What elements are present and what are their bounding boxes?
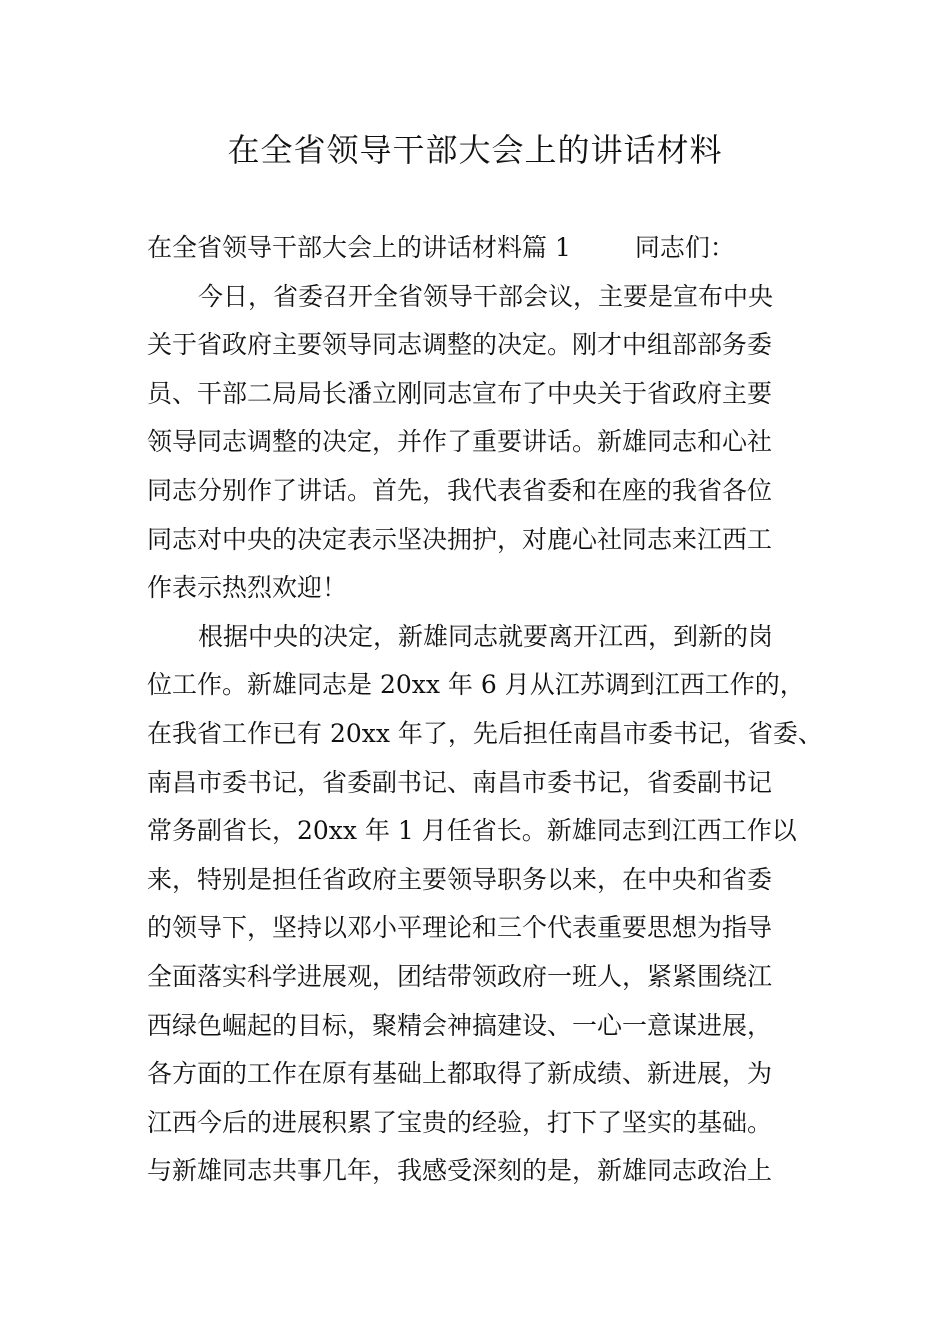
paragraph-line: 南昌市委书记，省委副书记、南昌市委书记，省委副书记 [147,767,773,797]
paragraph-line: 来，特别是担任省政府主要领导职务以来，在中央和省委 [147,864,773,894]
heading-line [147,224,847,273]
salutation: 同志们： [634,233,735,262]
paragraph-line: 各方面的工作在原有基础上都取得了新成绩、新进展，为 [147,1059,773,1089]
paragraph-line: 根据中央的决定，新雄同志就要离开江西，到新的岗 [198,621,774,651]
paragraph-line: 员、干部二局局长潘立刚同志宣布了中央关于省政府主要 [147,378,773,408]
paragraph-line: 同志分别作了讲话。首先，我代表省委和在座的我省各位 [147,475,773,505]
document-title: 在全省领导干部大会上的讲话材料 [227,131,723,169]
paragraph-line: 常务副省长，20xx 年 1 月任省长。新雄同志到江西工作以 [147,816,797,846]
paragraph-line: 位工作。新雄同志是 20xx 年 6 月从江苏调到江西工作的， [147,670,805,700]
paragraph-line: 西绿色崛起的目标，聚精会神搞建设、一心一意谋进展， [147,1010,773,1040]
paragraph-line: 与新雄同志共事几年，我感受深刻的是，新雄同志政治上 [147,1156,773,1186]
paragraph-line: 领导同志调整的决定，并作了重要讲话。新雄同志和心社 [147,427,773,457]
paragraph-line: 关于省政府主要领导同志调整的决定。刚才中组部部务委 [147,330,773,360]
paragraph-line: 在我省工作已有 20xx 年了，先后担任南昌市委书记，省委、 [147,718,823,748]
paragraph-line: 作表示热烈欢迎！ [147,573,348,603]
paragraph-line: 全面落实科学进展观，团结带领政府一班人，紧紧围绕江 [147,961,773,991]
paragraph-line: 同志对中央的决定表示坚决拥护，对鹿心社同志来江西工 [147,524,773,554]
section-heading: 在全省领导干部大会上的讲话材料篇 1 [147,233,571,262]
document-body [147,224,847,1196]
paragraph-line: 江西今后的进展积累了宝贵的经验，打下了坚实的基础。 [147,1107,773,1137]
paragraph-line: 今日，省委召开全省领导干部会议，主要是宣布中央 [198,281,774,311]
paragraph-line: 的领导下，坚持以邓小平理论和三个代表重要思想为指导 [147,913,773,943]
